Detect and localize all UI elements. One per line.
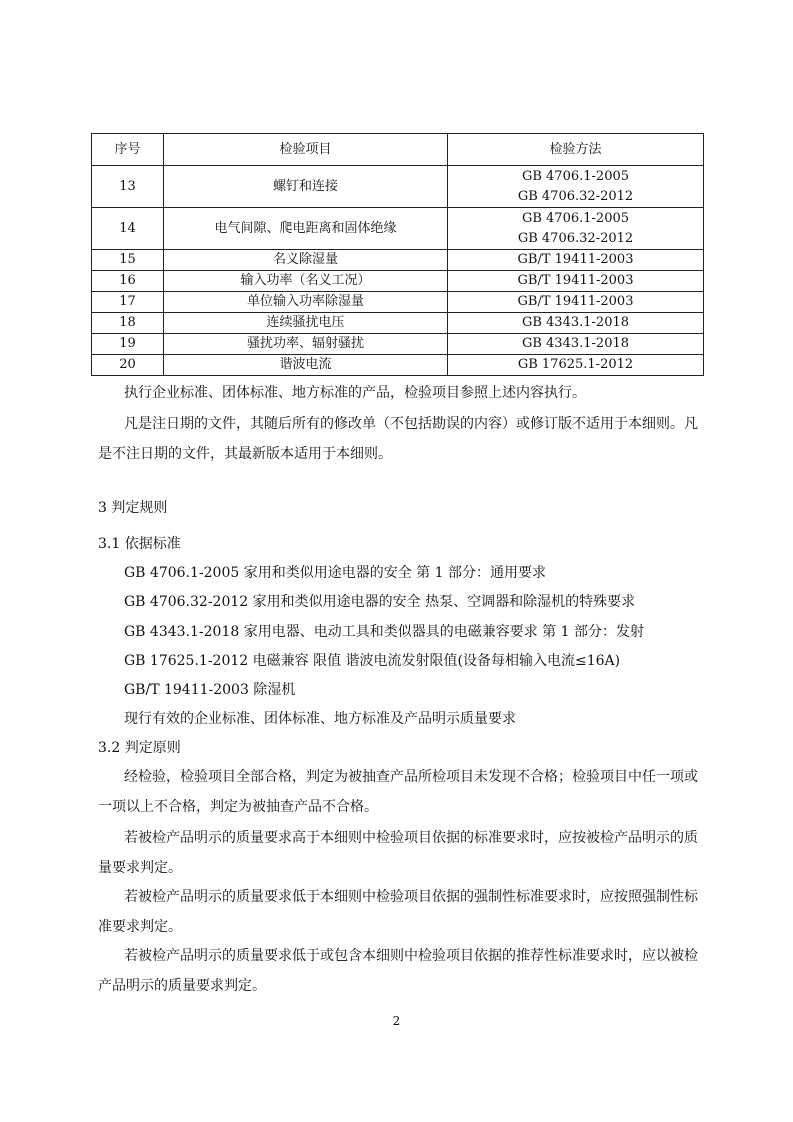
table-row (92, 166, 704, 208)
principle-paragraph: 若被检产品明示的质量要求低于或包含本细则中检验项目依据的推荐性标准要求时，应以被检产品明示的质量要求判定。 (98, 948, 698, 994)
row-no: 16 (92, 271, 164, 292)
table-row (92, 334, 704, 355)
method-line: GB 4706.1-2005 (521, 210, 630, 226)
header-method: 检验方法 (448, 134, 704, 166)
standard-item: GB 4343.1-2018 家用电器、电动工具和类似器具的电磁兼容要求 第 1 部分：发射 (124, 624, 644, 640)
table-row (92, 292, 704, 313)
row-no: 13 (92, 166, 164, 208)
row-no: 20 (92, 355, 164, 376)
row-method: GB/T 19411-2003 (448, 292, 704, 313)
row-item: 谐波电流 (164, 355, 448, 376)
row-method: GB 17625.1-2012 (448, 355, 704, 376)
standard-item: GB 4706.1-2005 家用和类似用途电器的安全 第 1 部分：通用要求 (124, 565, 546, 581)
row-item: 名义除湿量 (164, 250, 448, 271)
standard-item: GB 4706.32-2012 家用和类似用途电器的安全 热泵、空调器和除湿机的特殊要求 (124, 594, 636, 610)
table-row (92, 208, 704, 250)
table-row (92, 313, 704, 334)
standard-item: 现行有效的企业标准、团体标准、地方标准及产品明示质量要求 (124, 711, 516, 727)
method-line: GB 4706.32-2012 (517, 188, 634, 204)
row-no: 15 (92, 250, 164, 271)
row-method (448, 166, 704, 208)
principle-paragraph: 若被检产品明示的质量要求高于本细则中检验项目依据的标准要求时，应按被检产品明示的质量要求判定。 (98, 830, 698, 876)
method-line: GB 4706.1-2005 (521, 168, 630, 184)
row-item: 骚扰功率、辐射骚扰 (164, 334, 448, 355)
header-item: 检验项目 (164, 134, 448, 166)
standard-item: GB 17625.1-2012 电磁兼容 限值 谐波电流发射限值(设备每相输入电流≤16A) (124, 653, 621, 669)
standard-item: GB/T 19411-2003 除湿机 (124, 682, 296, 698)
paragraph-exec: 执行企业标准、团体标准、地方标准的产品，检验项目参照上述内容执行。 (124, 385, 586, 401)
row-item: 螺钉和连接 (164, 166, 448, 208)
table-header-row (92, 134, 704, 166)
row-no: 14 (92, 208, 164, 250)
row-method: GB 4343.1-2018 (448, 313, 704, 334)
principle-paragraph: 经检验，检验项目全部合格，判定为被抽查产品所检项目未发现不合格；检验项目中任一项或一项以上不合格，判定为被抽查产品不合格。 (98, 769, 698, 815)
method-line: GB 4706.32-2012 (517, 230, 634, 246)
section-3-2-title: 3.2 判定原则 (98, 740, 181, 756)
table-row (92, 250, 704, 271)
row-no: 17 (92, 292, 164, 313)
table-row (92, 271, 704, 292)
row-method: GB 4343.1-2018 (448, 334, 704, 355)
row-method: GB/T 19411-2003 (448, 250, 704, 271)
table-row (92, 355, 704, 376)
row-no: 19 (92, 334, 164, 355)
row-no: 18 (92, 313, 164, 334)
principle-paragraph: 若被检产品明示的质量要求低于本细则中检验项目依据的强制性标准要求时，应按照强制性标准要求判定。 (98, 889, 698, 935)
header-no: 序号 (92, 134, 164, 166)
paragraph-dated-docs: 凡是注日期的文件，其随后所有的修改单（不包括勘误的内容）或修订版不适用于本细则。凡是不注日期的文件，其最新版本适用于本细则。 (98, 416, 698, 462)
row-method: GB/T 19411-2003 (448, 271, 704, 292)
page-number: 2 (392, 1014, 401, 1028)
row-item: 连续骚扰电压 (164, 313, 448, 334)
row-item: 单位输入功率除湿量 (164, 292, 448, 313)
row-method (448, 208, 704, 250)
section-3-1-title: 3.1 依据标准 (98, 536, 181, 552)
section-3-title: 3 判定规则 (98, 500, 168, 516)
row-item: 输入功率（名义工况） (164, 271, 448, 292)
row-item: 电气间隙、爬电距离和固体绝缘 (164, 208, 448, 250)
inspection-items-table (91, 133, 704, 376)
